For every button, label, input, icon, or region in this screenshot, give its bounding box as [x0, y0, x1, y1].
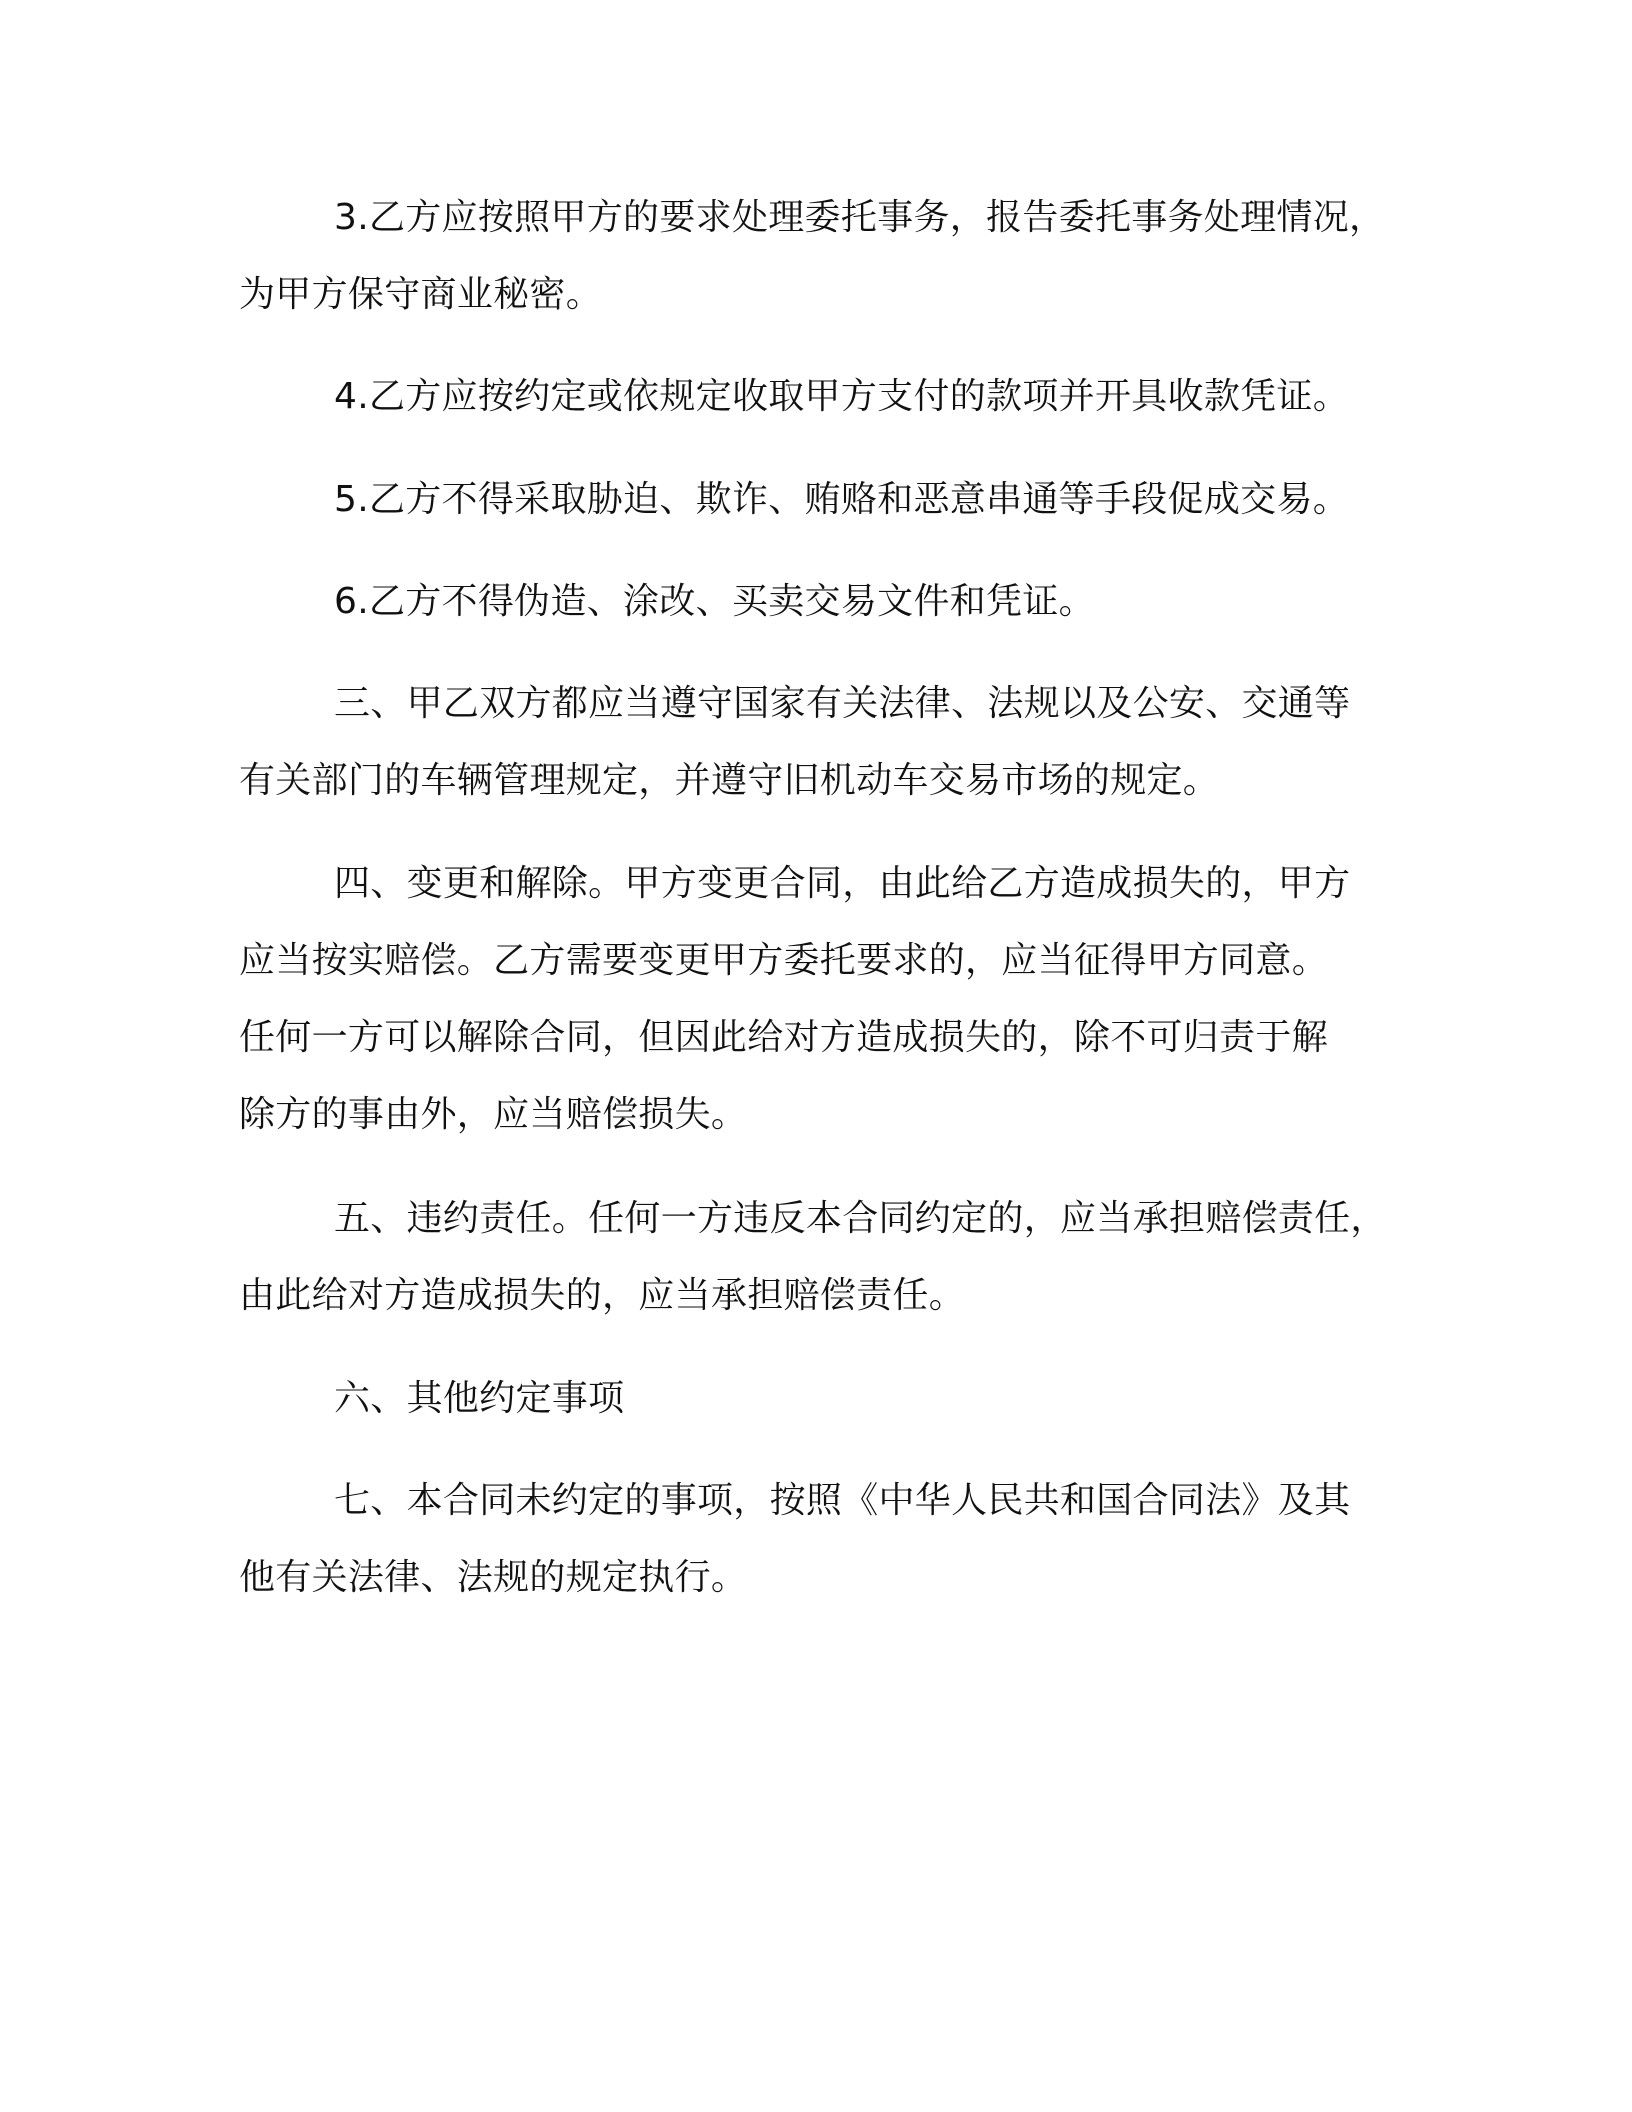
paragraph-line: 三、甲乙双方都应当遵守国家有关法律、法规以及公安、交通等	[334, 683, 1351, 724]
paragraph-line: 七、本合同未约定的事项，按照《中华人民共和国合同法》及其	[334, 1480, 1351, 1521]
paragraph-line: 任何一方可以解除合同，但因此给对方造成损失的，除不可归责于解	[239, 1017, 1329, 1058]
paragraph-line: 他有关法律、法规的规定执行。	[239, 1557, 748, 1598]
paragraph-line: 3.乙方应按照甲方的要求处理委托事务，报告委托事务处理情况，	[334, 197, 1386, 238]
paragraph-line: 为甲方保守商业秘密。	[239, 274, 603, 315]
paragraph-line: 四、变更和解除。甲方变更合同，由此给乙方造成损失的，甲方	[334, 863, 1351, 904]
paragraph-line: 5.乙方不得采取胁迫、欺诈、贿赂和恶意串通等手段促成交易。	[334, 479, 1350, 520]
paragraph-line: 六、其他约定事项	[334, 1378, 625, 1419]
paragraph-line: 由此给对方造成损失的，应当承担赔偿责任。	[239, 1275, 966, 1316]
paragraph-line: 应当按实赔偿。乙方需要变更甲方委托要求的，应当征得甲方同意。	[239, 940, 1329, 981]
paragraph-line: 4.乙方应按约定或依规定收取甲方支付的款项并开具收款凭证。	[334, 376, 1350, 417]
paragraph-line: 除方的事由外，应当赔偿损失。	[239, 1094, 748, 1135]
paragraph-line: 6.乙方不得伪造、涂改、买卖交易文件和凭证。	[334, 581, 1095, 622]
paragraph-line: 五、违约责任。任何一方违反本合同约定的，应当承担赔偿责任，	[334, 1198, 1387, 1239]
paragraph-line: 有关部门的车辆管理规定，并遵守旧机动车交易市场的规定。	[239, 760, 1220, 801]
